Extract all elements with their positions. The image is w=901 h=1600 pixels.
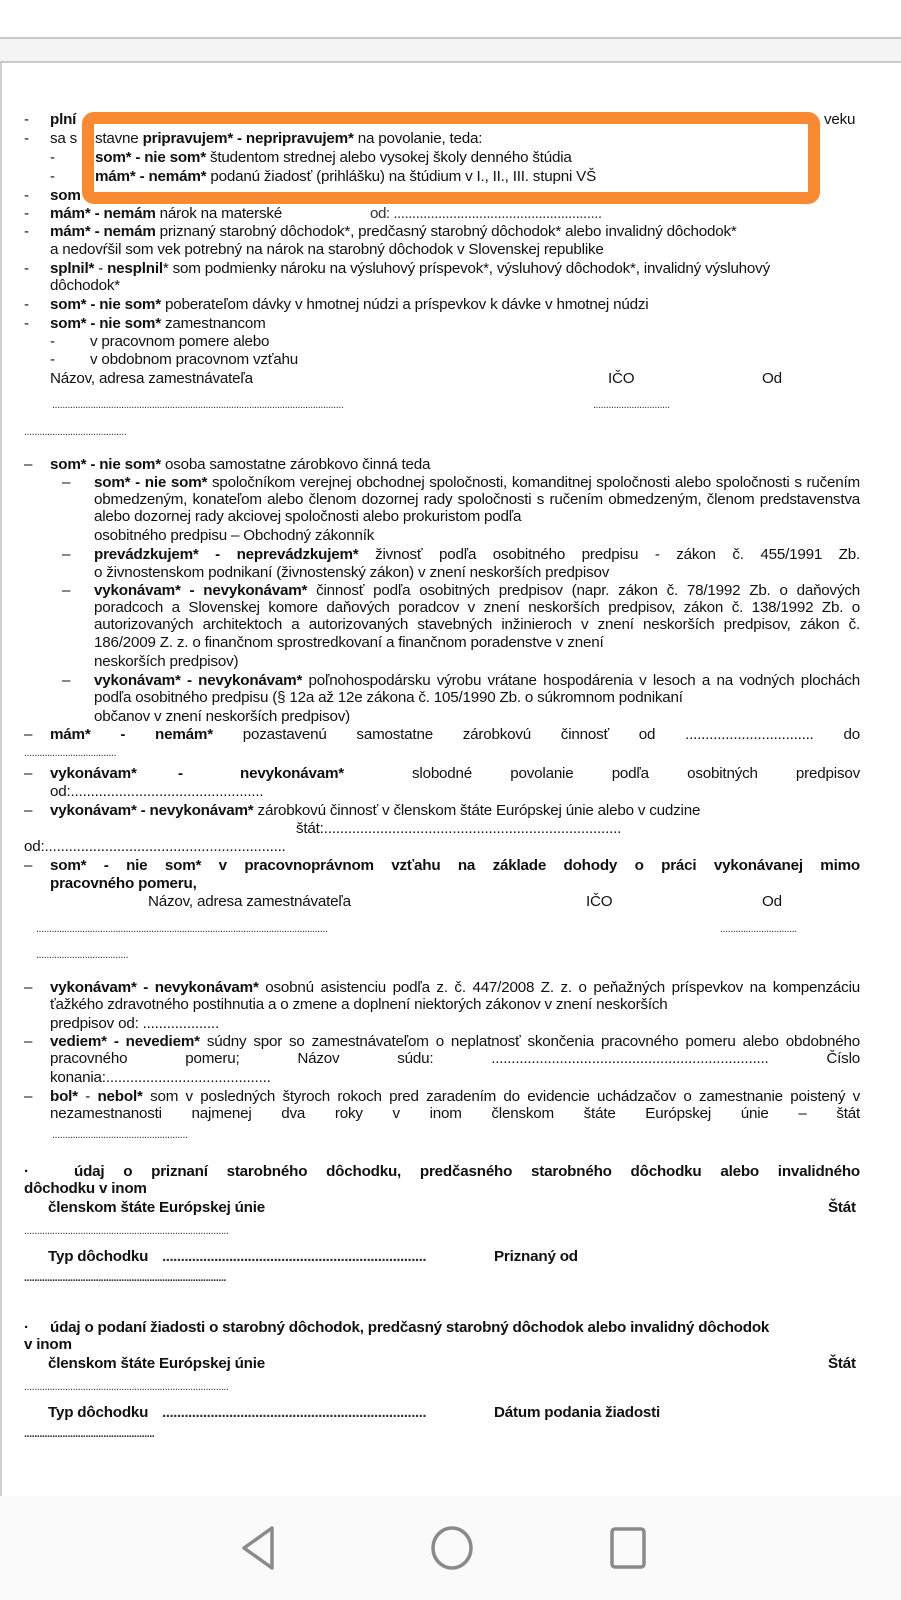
bullet-dash: - [50,351,55,368]
agreement-line-2: pracovného pomeru, [50,875,197,892]
assistance-text: osobnú asistenciu podľa z. č. 447/2008 Z. z. o peňažných príspevkov na kompenzáciu ťažkého zdravotného postihnutia a o zmene a doplnení niektorých zákonov v znení neskorších [50,979,860,1014]
line-1-tail: veku [824,111,856,128]
pension-granted-title-2: dôchodku v inom [24,1180,147,1197]
activity-text: činnosť podľa osobitných predpisov (napr. zákon č. 78/1992 Zb. o daňových poradcoch a Slovenskej komore daňových poradcov v znení neskorších predpisov, zákon č. 138/1992 Zb. o autorizovaných architektoch a autorizovaných stavebných inžinieroch v znení neskorších predpisov, zákon č. 186/2009 Z. z. o finančnom sprostredkovaní a finančnom poradenstve v znení [94,582,860,651]
line-2-lead: stavne [95,130,143,147]
service-pension-line-2: dôchodok* [50,277,120,294]
insured-text: som v posledných štyroch rokoch pred zaradením do evidencie uchádzačov o zamestnanie poistený v nezamestnanosti najmenej dva roky v inom členskom štáte Európskej únie – štát [50,1088,860,1123]
pension-granted-country-label: členskom štáte Európskej únie [48,1199,266,1216]
employee-text: zamestnancom [160,315,266,332]
partner-last-line: osobitného predpisu – Obchodný zákonník [94,527,375,544]
eu-activity-od-field[interactable]: od:............................................................ [24,838,286,855]
recents-button[interactable] [598,1518,658,1578]
assistance-bold: vykonávam* - nevykonávam* [50,979,259,996]
employment-option-2: v obdobnom pracovnom vzťahu [90,351,298,368]
partner-bold: som* - nie som* [94,474,208,491]
pension-applied-date-field[interactable]: ................................................... [24,1428,155,1440]
employer-ico-field[interactable]: .............................. [593,399,670,411]
bullet-dash: – [62,474,71,491]
eu-activity-text: zárobkovú činnosť v členskom štáte Európskej únie alebo v cudzine [253,802,701,819]
pension-applied-date-label: Dátum podania žiadosti [494,1404,661,1421]
bullet-dash: - [24,130,29,147]
line-2-bold: pripravujem* - nepripravujem* [142,130,354,147]
material-need-text: poberateľom dávky v hmotnej núdzi a príspevkov k dávke v hmotnej núdzi [160,296,649,313]
home-button[interactable] [422,1518,482,1578]
document-page[interactable] [0,63,901,1498]
bullet-dot: · [24,1163,29,1180]
lawsuit-paragraph [50,1033,860,1067]
trade-text: živnosť podľa osobitného predpisu - zákon č. 455/1991 Zb. [358,546,860,563]
pension-applied-type-label: Typ dôchodku [48,1404,149,1421]
line-2-start: sa s [50,130,78,147]
maternity-od-field[interactable]: od: ........................................................ [370,205,602,222]
line-4-bold: mám* - nemám* [95,168,207,185]
bullet-dash: - [24,296,29,313]
free-profession-bold-b: nevykonávam* [240,765,344,782]
bullet-dash: - [24,187,29,204]
lawsuit-bold: vediem* - nevediem* [50,1033,200,1050]
insured-state-field[interactable]: ..................................................... [52,1129,188,1141]
maternity-text: nárok na materské [155,205,283,222]
pension-text: priznaný starobný dôchodok*, predčasný starobný dôchodok* alebo invalidný dôchodok* [155,223,737,240]
pension-applied-title-2: v inom [24,1336,72,1353]
pension-applied-country-label: členskom štáte Európskej únie [48,1355,266,1372]
insured-sep: - [77,1088,98,1105]
back-button[interactable] [228,1518,288,1578]
lawsuit-text: súdny spor so zamestnávateľom o neplatnosť skončenia pracovného pomeru alebo obdobného pracovného pomeru; Názov súdu: ..................................................................... Číslo [50,1033,860,1068]
eu-activity-state-field[interactable]: štát:.......................................................................... [296,820,622,837]
agreement-line: som* - nie som* v pracovnoprávnom vzťahu na základe dohody o práci vykonávanej mimo [50,857,860,874]
bullet-dash: – [62,672,71,689]
free-profession-bold-a: vykonávam* [50,765,137,782]
employer-od-header: Od [762,370,782,387]
line-2-text [95,130,482,147]
material-need-line [50,296,648,313]
lawsuit-case-field[interactable]: konania:......................................... [50,1069,271,1086]
trade-bold: prevádzkujem* - neprevádzkujem* [94,546,359,563]
insured-paragraph [50,1088,860,1122]
eu-activity-bold: vykonávam* - nevykonávam* [50,802,254,819]
maternity-bold: mám* - nemám [50,205,156,222]
bullet-dash: – [62,546,71,563]
status-area [0,0,901,37]
activity-last-line: neskorších predpisov) [94,653,239,670]
navigation-bar [0,1496,901,1600]
material-need-bold: som* - nie som* [50,296,161,313]
agriculture-paragraph [94,672,860,706]
bullet-dash: - [24,111,29,128]
agriculture-last-line: občanov v znení neskorších predpisov) [94,708,350,725]
assistance-paragraph [50,979,860,1013]
trade-paragraph [94,546,860,563]
employer-od-field[interactable]: ........................................ [24,426,127,438]
self-employed-bold: som* - nie som* [50,456,161,473]
bullet-dash: – [24,802,33,819]
agreement-extra-field[interactable]: .................................... [36,949,129,961]
bullet-dash: – [24,1033,33,1050]
bullet-dash: – [24,1088,33,1105]
eu-activity-line [50,802,700,819]
bullet-dash: – [24,765,33,782]
service-pension-line [50,260,770,277]
bullet-dash: – [62,582,71,599]
line-3-text [95,149,572,166]
employment-option-1: v pracovnom pomere alebo [90,333,270,350]
pension-granted-type-label: Typ dôchodku [48,1248,149,1265]
employer-name-header: Názov, adresa zamestnávateľa [50,370,253,387]
employer-ico-header: IČO [608,370,635,387]
suspended-text: pozastavenú samostatne zárobkovú činnosť od ................................ do [212,726,860,743]
line-2-tail: na povolanie, teda: [353,130,483,147]
employer-name-field[interactable]: .................................................................................................................. [52,399,344,411]
free-profession-text: slobodné povolanie podľa osobitných predpisov [412,765,860,782]
insured-bold-a: bol* [50,1088,78,1105]
pension-applied-title: údaj o podaní žiadosti o starobný dôchodok, predčasný starobný dôchodok alebo invalidný dôchodok [50,1319,770,1336]
employee-line [50,315,266,332]
partner-text: spoločníkom verejnej obchodnej spoločnosti, komanditnej spoločnosti alebo spoločnosti s ručením obmedzeným, konateľom alebo členom dozornej rady spoločnosti s ručením obmedzeným, členom predstavenstva alebo dozornej rady akciovej spoločnosti alebo prokuristom podľa [94,474,860,526]
agreement-name-header: Názov, adresa zamestnávateľa [148,893,351,910]
bullet-dash: – [24,456,33,473]
partner-paragraph [94,474,860,526]
pension-granted-state-label: Štát [828,1199,856,1216]
free-profession-od-field[interactable]: od:................................................ [50,783,264,800]
line-1-bold: plní [50,111,77,128]
pension-bold: mám* - nemám [50,223,156,240]
pension-granted-state-field[interactable]: ................................................................................ [24,1225,229,1237]
line-3-tail: študentom strednej alebo vysokej školy denného štúdia [205,149,572,166]
activity-paragraph [94,582,860,651]
self-employed-text: osoba samostatne zárobkovo činná teda [160,456,431,473]
assistance-od-field[interactable]: predpisov od: ................... [50,1015,219,1032]
agreement-od-header: Od [762,893,782,910]
recents-icon [608,1526,648,1570]
line-4-tail: podanú žiadosť (prihlášku) na štúdium v I., II., III. stupni VŠ [206,168,597,185]
bullet-dash: - [24,260,29,277]
trade-last-line: o živnostenskom podnikaní (živnostenský zákon) v znení neskorších predpisov [94,564,610,581]
pension-applied-state-label: Štát [828,1355,856,1372]
bullet-dash: - [50,149,55,166]
pension-line [50,223,737,240]
service-bold-a: splnil* [50,260,95,277]
pension-granted-title: údaj o priznaní starobného dôchodku, predčasného starobného dôchodku alebo invalidného [74,1163,860,1180]
line-3-bold: som* - nie som* [95,149,206,166]
service-bold-b: nesplnil [107,260,163,277]
pension-granted-date-label: Priznaný od [494,1248,578,1265]
pension-granted-date-field[interactable]: ............................................................................... [24,1272,226,1284]
agreement-name-field[interactable]: .................................................................................................................. [36,923,328,935]
line-5-bold: som [50,187,81,204]
agriculture-text: poľnohospodársku výrobu vrátane hospodárenia v lesoch a na vodných plochách podľa osobitného predpisu (§ 12a až 12e zákona č. 105/1990 Zb. o súkromnom podnikaní [94,672,860,707]
bullet-dash: - [50,333,55,350]
employee-bold: som* - nie som* [50,315,161,332]
service-sep: - [94,260,108,277]
insured-bold-b: nebol* [97,1088,143,1105]
bullet-dash: – [24,857,33,874]
bullet-dash: – [24,979,33,996]
agreement-ico-header: IČO [586,893,613,910]
pension-applied-type-field[interactable]: ....................................................................... [162,1404,427,1421]
suspended-bold: mám* - nemám* [50,726,213,743]
line-4-text [95,168,596,185]
suspended-do-field[interactable]: .................................... [24,747,117,759]
agriculture-bold: vykonávam* - nevykonávam* [94,672,303,689]
back-icon [238,1524,278,1572]
maternity-line [50,205,282,222]
activity-bold: vykonávam* - nevykonávam* [94,582,308,599]
agreement-od-field[interactable]: .............................. [720,923,797,935]
bullet-dash: - [24,205,29,222]
bullet-dash: - [50,168,55,185]
bullet-dash: - [24,315,29,332]
pension-applied-state-field[interactable]: ................................................................................ [24,1381,229,1393]
bullet-dash: – [24,726,33,743]
suspended-line [50,726,860,743]
bullet-dot: · [24,1319,29,1336]
pension-line-2: a nedovŕšil som vek potrebný na nárok na starobný dôchodok v Slovenskej republike [50,241,604,258]
service-text: * som podmienky nároku na výsluhový príspevok*, výsluhový dôchodok*, invalidný výsluhový [162,260,770,277]
viewer-toolbar-strip [0,37,901,63]
home-icon [428,1524,476,1572]
free-profession-sep: - [178,765,183,782]
self-employed-head [50,456,430,473]
pension-granted-type-field[interactable]: ....................................................................... [162,1248,427,1265]
bullet-dash: - [24,223,29,240]
